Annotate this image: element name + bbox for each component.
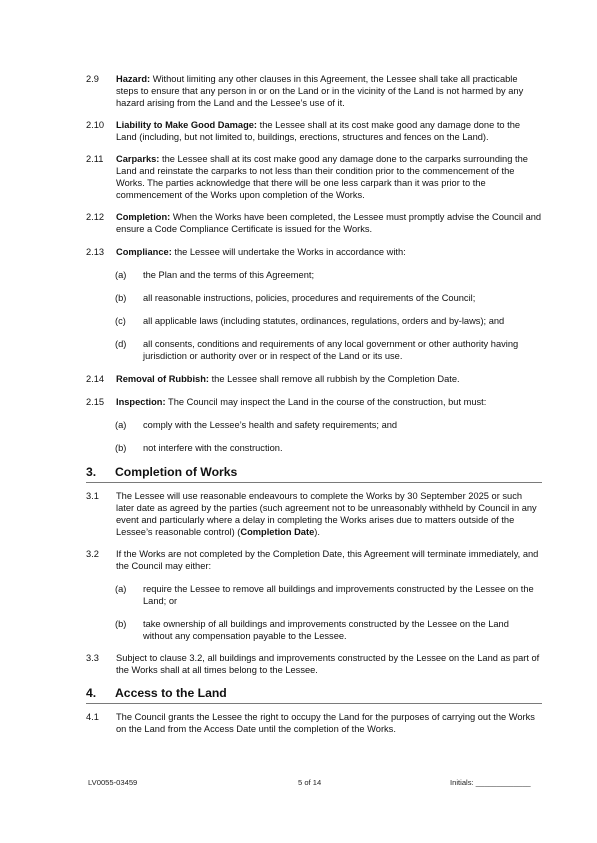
section-title: Completion of Works [115, 465, 238, 479]
subclause-label: (c) [115, 316, 126, 326]
clause-title: Removal of Rubbish: [116, 374, 209, 384]
clause-body: the Lessee shall at its cost make good any damage done to the carparks surrounding the Land and reinstate the carparks to not less than their condition prior to the commencement of the Works. The parties acknowledge that there will be one less carpark than it was prior to the commencement of the Works upon completion of the Works. [116, 154, 528, 200]
clause-title: Completion: [116, 212, 171, 222]
clause-body: The Lessee will use reasonable endeavours to complete the Works by 30 September 2025 or such later date as agreed by the parties (such agreement not to be unreasonably withheld by Council in any event and particularly where a delay in completing the Works arises due to matters outside of the Lessee’s reasonable control) ( [116, 491, 537, 537]
clause-title: Compliance: [116, 247, 172, 257]
clause-text [116, 374, 542, 386]
section-heading-4 [86, 686, 542, 704]
clause-title: Liability to Make Good Damage: [116, 120, 258, 130]
clause-body: the Lessee shall at its cost make good any damage done to the Land (including, but not limited to, buildings, erections, structures and fences on the Land). [116, 120, 521, 142]
clause-number: 2.11 [86, 154, 104, 164]
clause-number: 4.1 [86, 712, 99, 722]
subclause-text: not interfere with the construction. [143, 443, 283, 453]
subclause-text: comply with the Lessee’s health and safety requirements; and [143, 420, 398, 430]
clause-text [116, 120, 542, 144]
clause-title: Carparks: [116, 154, 160, 164]
subclause-text: the Plan and the terms of this Agreement; [143, 270, 315, 280]
clause-text [116, 212, 542, 236]
subclause-text: take ownership of all buildings and improvements constructed by the Lessee on the Land without any compensation payable to the Lessee. [143, 619, 509, 641]
clause-title: Inspection: [116, 397, 166, 407]
clause-body: When the Works have been completed, the Lessee must promptly advise the Council and ensure a Code Compliance Certificate is issued for the Works. [116, 212, 542, 234]
clause-number: 3.1 [86, 491, 99, 501]
clause-text [116, 491, 542, 539]
section-number: 4. [86, 686, 97, 700]
clause-body: Without limiting any other clauses in this Agreement, the Lessee shall take all practicable steps to ensure that any person in or on the Land or in the vicinity of the Land is not harmed by any hazard arising from the Land and the Lessee’s use of it. [116, 74, 524, 108]
subclause-label: (b) [115, 443, 127, 453]
clause-number: 3.2 [86, 549, 99, 559]
defined-term: Completion Date [240, 526, 315, 537]
subclause-label: (a) [115, 420, 127, 430]
subclause-text: all applicable laws (including statutes, ordinances, regulations, orders and by-laws); and [143, 316, 505, 326]
clause-title: Hazard: [116, 74, 151, 84]
clause-number: 2.15 [86, 397, 105, 407]
clause-body: the Lessee will undertake the Works in accordance with: [171, 247, 406, 257]
section-heading-3 [86, 465, 542, 483]
clause-text [116, 154, 542, 202]
clause-number: 3.3 [86, 653, 99, 663]
subclause-text: all consents, conditions and requirements of any local government or other authority having jurisdiction or authority over or in respect of the Land or its use. [143, 339, 519, 361]
clause-text: If the Works are not completed by the Completion Date, this Agreement will terminate immediately, and the Council may either: [116, 549, 539, 571]
subclause-label: (d) [115, 339, 127, 349]
clause-text [116, 74, 542, 110]
section-number: 3. [86, 465, 97, 479]
clause-text: The Council grants the Lessee the right to occupy the Land for the purposes of carrying out the Works on the Land from the Access Date until the completion of the Works. [116, 712, 535, 734]
clause-number: 2.9 [86, 74, 99, 84]
clause-number: 2.10 [86, 120, 105, 130]
footer-page-number: 5 of 14 [298, 778, 322, 787]
clause-text [116, 397, 542, 409]
clause-number: 2.12 [86, 212, 105, 222]
footer-initials: Initials: _____________ [450, 778, 531, 787]
clause-body: The Council may inspect the Land in the course of the construction, but must: [165, 397, 487, 407]
section-title: Access to the Land [115, 686, 227, 700]
subclause-text: require the Lessee to remove all buildings and improvements constructed by the Lessee on the Land; or [143, 584, 534, 606]
clause-text [116, 247, 542, 259]
clause-number: 2.14 [86, 374, 105, 384]
subclause-label: (b) [115, 619, 127, 629]
subclause-label: (a) [115, 584, 127, 594]
subclause-label: (a) [115, 270, 127, 280]
subclause-text: all reasonable instructions, policies, procedures and requirements of the Council; [143, 293, 476, 303]
footer-doc-ref: LV0055-03459 [88, 778, 138, 787]
clause-number: 2.13 [86, 247, 105, 257]
subclause-label: (b) [115, 293, 127, 303]
clause-body: the Lessee shall remove all rubbish by the Completion Date. [208, 374, 460, 384]
clause-body-end: ). [314, 526, 320, 537]
clause-text: Subject to clause 3.2, all buildings and improvements constructed by the Lessee on the Land as part of the Works shall at all times belong to the Lessee. [116, 653, 540, 675]
